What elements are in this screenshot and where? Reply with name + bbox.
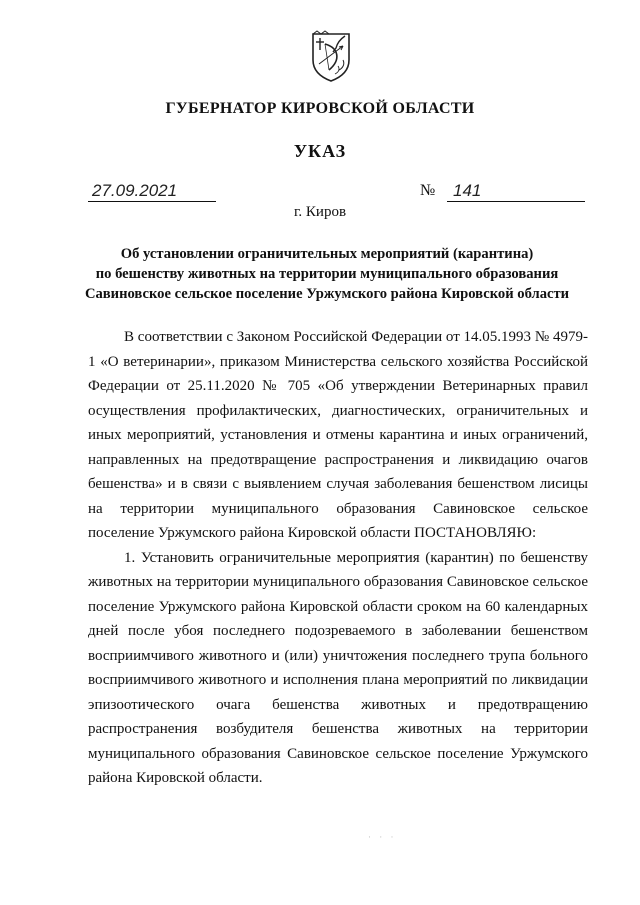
city-name: г. Киров: [293, 204, 347, 220]
number-label: №: [420, 182, 436, 199]
kirov-coat-of-arms-icon: [309, 30, 353, 82]
document-type: УКАЗ: [293, 141, 347, 161]
decree-title-line: Об установлении ограничительных мероприятий (карантина): [120, 246, 534, 262]
decree-date: 27.09.2021: [88, 180, 216, 202]
scan-artifact: · · ·: [368, 832, 397, 842]
preamble-paragraph: В соответствии с Законом Российской Федерации от 14.05.1993 № 4979-1 «О ветеринарии», приказом Министерства сельского хозяйства Российской Федерации от 25.11.2020 № 705 «Об утверждении Ветеринарных правил осуществления профилактических, диагностических, ограничительных и иных мероприятий, установления и отмены карантина и иных ограничений, направленных на предотвращение распространения и ликвидацию очагов бешенства» и в связи с выявлением случая заболевания бешенством лисицы на территории муниципального образования Савиновское сельское поселение Уржумского района Кировской области ПОСТАНОВЛЯЮ:: [88, 329, 588, 541]
decree-body: [88, 325, 588, 791]
decree-title: [60, 244, 594, 304]
decree-number: 141: [447, 180, 585, 202]
clause-1-paragraph: 1. Установить ограничительные мероприятия (карантин) по бешенству животных на территории муниципального образования Савиновское сельское поселение Уржумского района Кировской области сроком на 60 календарных дней после убоя последнего подозреваемого в заболевании бешенством восприимчивого животного и (или) уничтожения последнего трупа больного восприимчивого животного и исполнения плана мероприятий по ликвидации эпизоотического очага бешенства животных и предотвращению распространения возбудителя бешенства животных на территории муниципального образования Савиновское сельское поселение Уржумского района Кировской области.: [88, 549, 588, 786]
issuer-title: ГУБЕРНАТОР КИРОВСКОЙ ОБЛАСТИ: [165, 100, 475, 117]
decree-title-line: Савиновское сельское поселение Уржумского района Кировской области: [84, 286, 570, 302]
decree-title-line: по бешенству животных на территории муниципального образования: [95, 266, 559, 282]
